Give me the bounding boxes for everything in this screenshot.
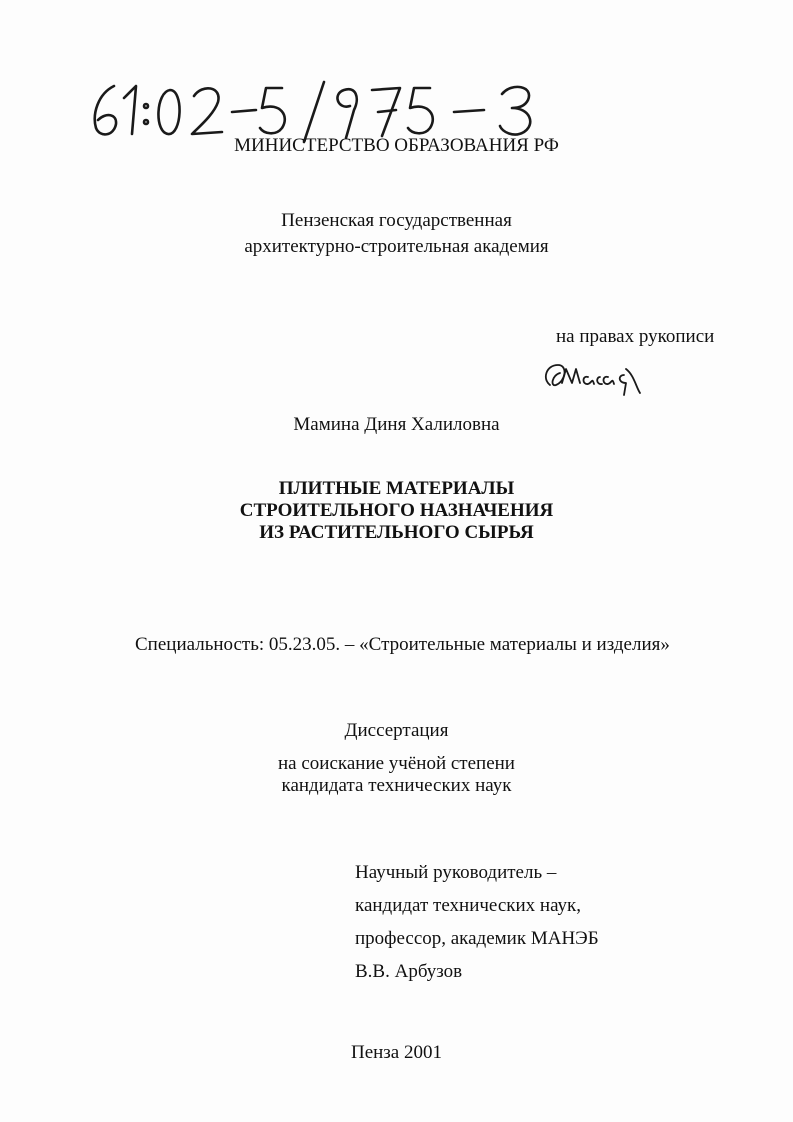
place-and-year: Пенза 2001 <box>350 1042 442 1063</box>
institution-name-line1: Пензенская государственная <box>281 210 512 231</box>
ministry-heading: МИНИСТЕРСТВО ОБРАЗОВАНИЯ РФ <box>234 135 559 156</box>
degree-line2: кандидата технических наук <box>281 775 512 796</box>
advisor-line: кандидат технических наук, <box>355 895 582 916</box>
title-line: ПЛИТНЫЕ МАТЕРИАЛЫ <box>278 478 515 499</box>
dissertation-title <box>0 478 793 544</box>
work-type: Диссертация <box>344 720 449 741</box>
advisor-line: Научный руководитель – <box>355 862 557 883</box>
institution-name-line2: архитектурно-строительная академия <box>244 236 549 257</box>
advisor-line: профессор, академик МАНЭБ <box>355 928 599 949</box>
advisor-line: В.В. Арбузов <box>355 961 463 982</box>
title-line: СТРОИТЕЛЬНОГО НАЗНАЧЕНИЯ <box>239 500 554 521</box>
specialty-line: Специальность: 05.23.05. – «Строительные материалы и изделия» <box>135 634 670 655</box>
manuscript-note: на правах рукописи <box>556 326 715 347</box>
scientific-advisor <box>355 862 599 994</box>
degree-line1: на соискание учёной степени <box>278 753 515 774</box>
author-signature <box>540 355 650 400</box>
author-name: Мамина Диня Халиловна <box>293 414 500 435</box>
title-line: ИЗ РАСТИТЕЛЬНОГО СЫРЬЯ <box>259 522 534 543</box>
